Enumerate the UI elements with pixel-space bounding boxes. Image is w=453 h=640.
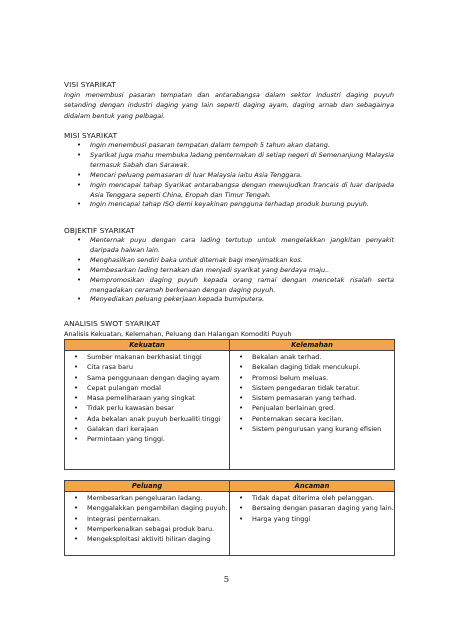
list-item: • Ada bekalan anak puyuh berkualiti tinggi: [65, 414, 229, 424]
misi-list: [64, 141, 394, 210]
kelemahan-header: Kelemahan: [230, 340, 395, 351]
swot-table-bottom: [64, 480, 395, 556]
list-item: • Mempromosikan daging puyuh kepada orang ramai dengan mencetak risalah serta mengadakan ceramah berkenaan dengan daging puyuh.: [64, 276, 394, 296]
swot-section: [64, 319, 394, 339]
list-item: • Mengeksploitasi aktiviti hiliran daging: [65, 534, 229, 544]
kelemahan-cell: [230, 351, 395, 470]
list-item: • Membesarkan lading ternakan dan menjadi syarikat yang berdaya maju..: [64, 266, 394, 276]
list-item: • Sama penggunaan dengan daging ayam: [65, 373, 229, 383]
list-item: • Tidak perlu kawasan besar: [65, 403, 229, 413]
list-item: • Ingin menembusi pasaran tempatan dalam tempoh 5 tahun akan datang.: [64, 141, 394, 151]
list-item: • Ingin mencapai tahap ISO demi keyakinan pengguna terhadap produk burung puyuh.: [64, 200, 394, 210]
list-item: • Sistem pemasaran yang terhad.: [230, 393, 394, 403]
ancaman-cell: [230, 492, 395, 556]
list-item: • Membesarkan pengeluaran ladang.: [65, 493, 229, 503]
list-item: • Tidak dapat diterima oleh pelanggan.: [230, 493, 394, 503]
list-item: • Menyediakan peluang pekerjaan kepada bumiputera.: [64, 295, 394, 305]
list-item: • Menggalakkan pengambilan daging puyuh.: [65, 503, 229, 513]
list-item: • Galakan dari kerajaan: [65, 424, 229, 434]
list-item: • Masa pemeliharaan yang singkat: [65, 393, 229, 403]
list-item: • Sistem pengedaran tidak teratur.: [230, 383, 394, 393]
list-item: • Bekalan anak terhad.: [230, 352, 394, 362]
list-item: • Ingin mencapai tahap Syarikat antarabangsa dengan mewujudkan francais di luar daripada Asia Tenggara seperti China, Eropah dan Timur Tengah.: [64, 181, 394, 201]
peluang-cell: [65, 492, 230, 556]
visi-heading: VISI SYARIKAT: [64, 80, 116, 89]
objektif-heading: OBJEKTIF SYARIKAT: [64, 226, 135, 235]
list-item: • Permintaan yang tinggi.: [65, 434, 229, 444]
visi-text: Ingin menembusi pasaran tempatan dan antarabangsa dalam sektor industri daging puyuh setanding dengan industri daging yang lain seperti daging ayam, daging arnab dan sebagainya didalam bentuk yang pelbagai.: [64, 91, 394, 120]
list-item: • Menternak puyu dengan cara lading tertutup untuk mengelakkan jangkitan penyakit daripada haiwan lain.: [64, 236, 394, 256]
list-item: • Cita rasa baru: [65, 362, 229, 372]
swot-subtitle: Analisis Kekuatan, Kelemahan, Peluang dan Halangan Komoditi Puyuh: [64, 330, 292, 338]
misi-section: [64, 131, 394, 210]
list-item: • Mencari peluang pemasaran di luar Malaysia iaitu Asia Tenggara.: [64, 171, 394, 181]
peluang-header: Peluang: [65, 481, 230, 492]
swot-table-top: [64, 339, 395, 470]
objektif-list: [64, 236, 394, 305]
list-item: • Penjualan berlainan gred.: [230, 403, 394, 413]
list-item: • Bekalan daging tidak mencukupi.: [230, 362, 394, 372]
list-item: • Integrasi penternakan.: [65, 514, 229, 524]
kekuatan-cell: [65, 351, 230, 470]
swot-heading: ANALISIS SWOT SYARIKAT: [64, 319, 161, 328]
list-item: • Menghasilkan sendiri baka untuk diternak bagi menjimatkan kos.: [64, 256, 394, 266]
ancaman-header: Ancaman: [230, 481, 395, 492]
list-item: • Memperkenalkan sebagai produk baru.: [65, 524, 229, 534]
list-item: • Cepat pulangan modal: [65, 383, 229, 393]
list-item: • Sumber makanan berkhasiat tinggi: [65, 352, 229, 362]
list-item: • Bersaing dengan pasaran daging yang lain.: [230, 503, 394, 513]
list-item: • Syarikat juga mahu membuka ladang penternakan di setiap negeri di Semenanjung Malaysia termasuk Sabah dan Sarawak.: [64, 151, 394, 171]
kekuatan-header: Kekuatan: [65, 340, 230, 351]
list-item: • Sistem pengurusan yang kurang efisien: [230, 424, 394, 434]
objektif-section: [64, 226, 394, 305]
list-item: • Harga yang tinggi: [230, 514, 394, 524]
list-item: • Promosi belum meluas.: [230, 373, 394, 383]
list-item: • Penternakan secara kecilan.: [230, 414, 394, 424]
page-number: 5: [223, 575, 230, 585]
misi-heading: MISI SYARIKAT: [64, 131, 118, 140]
visi-section: [64, 80, 394, 121]
